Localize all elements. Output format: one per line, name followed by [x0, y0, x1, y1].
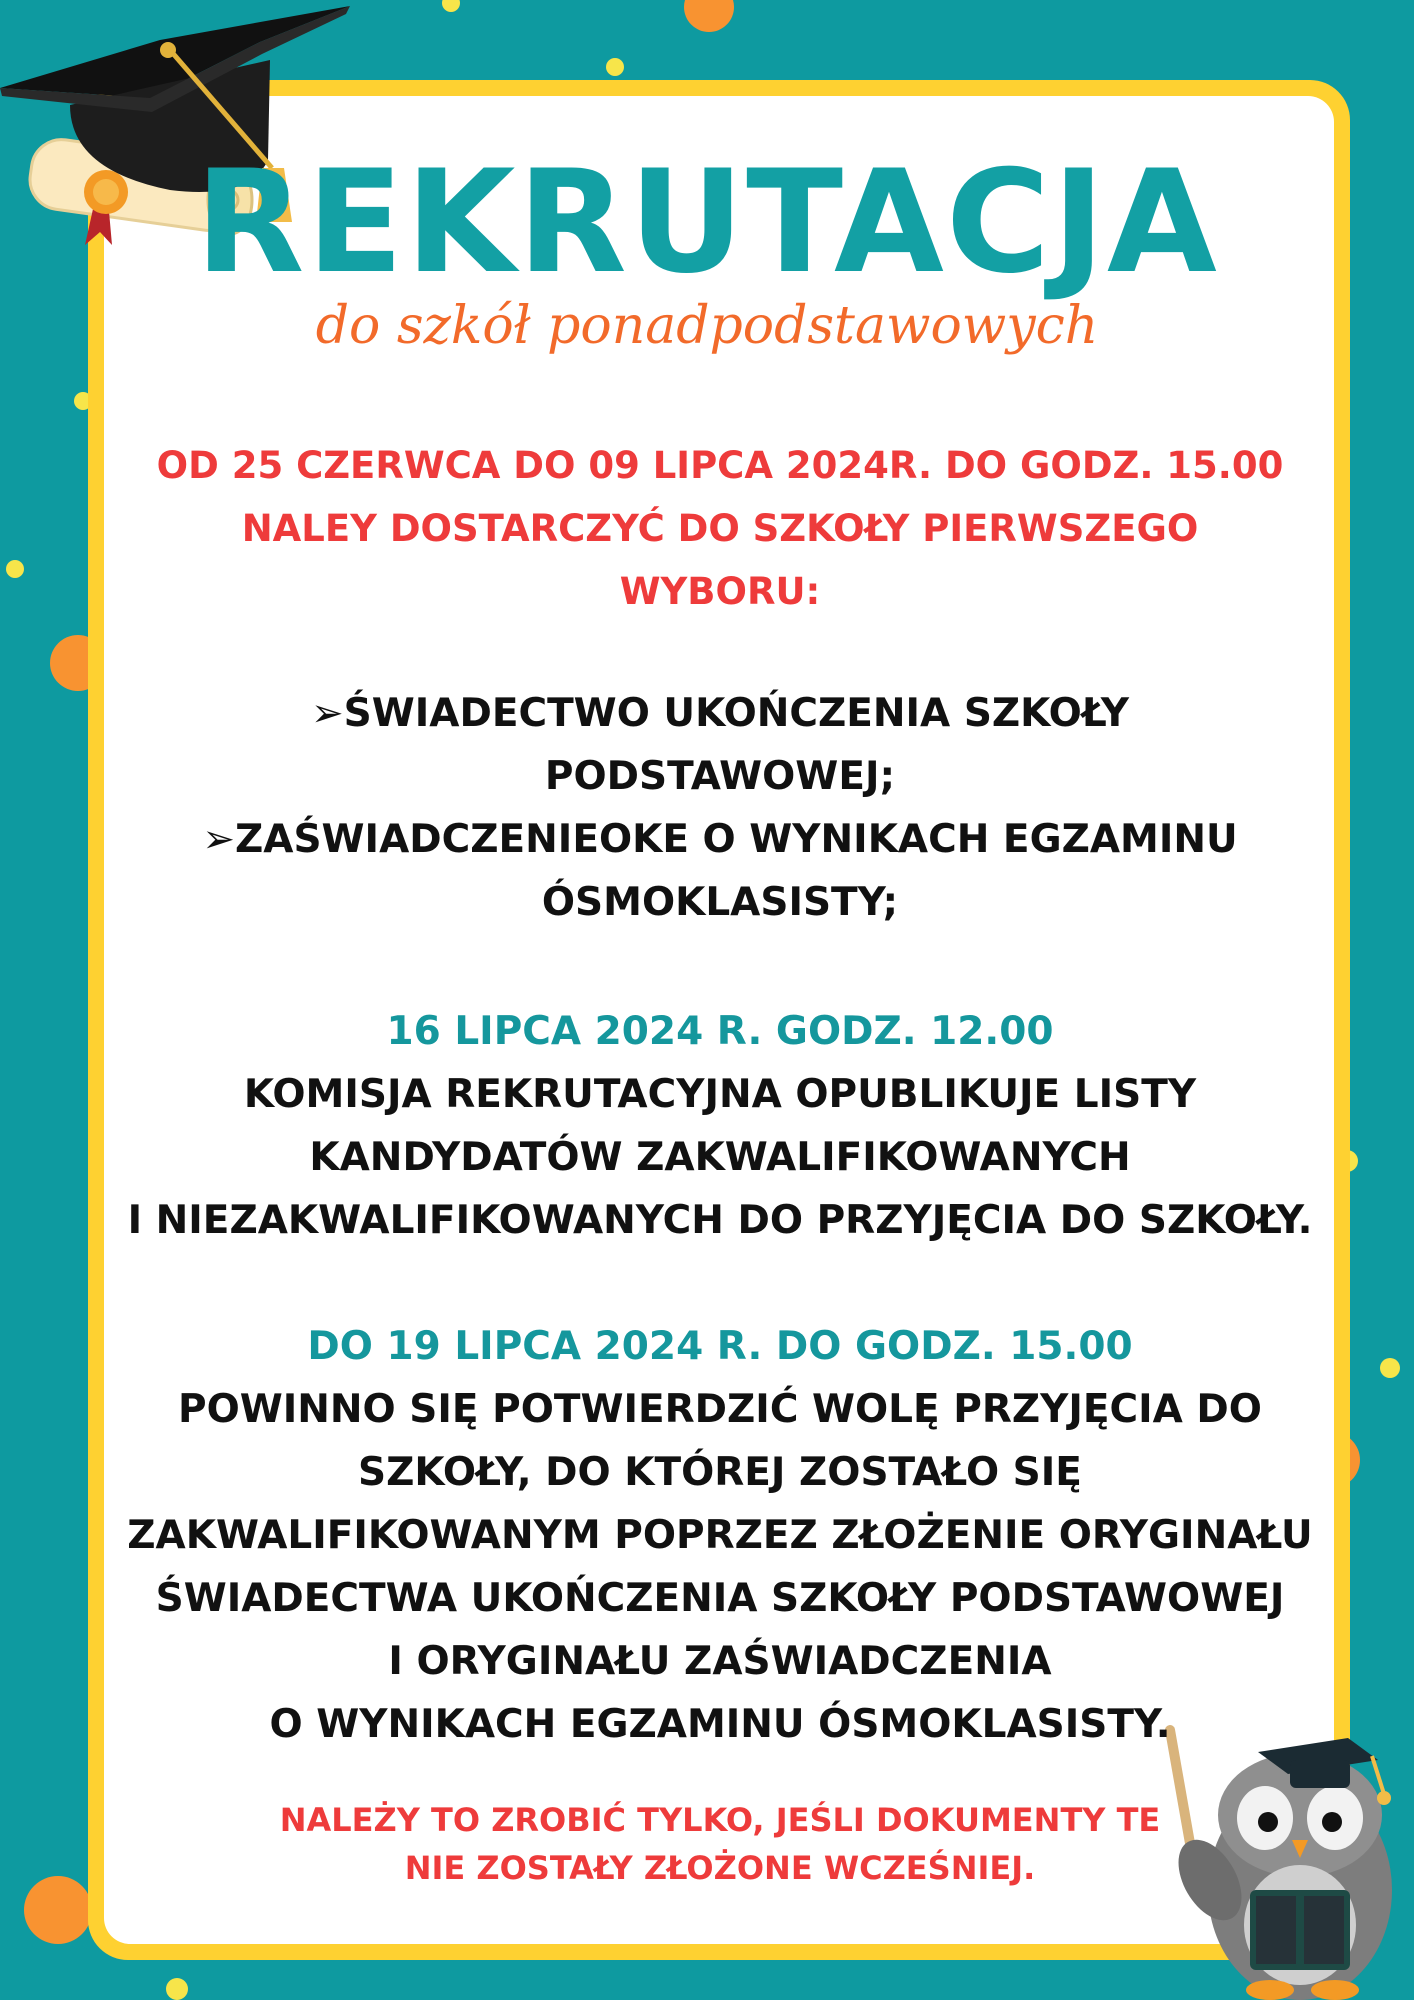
deadline-line: NALEY DOSTARCZYĆ DO SZKOŁY PIERWSZEGO — [241, 507, 1199, 550]
confirm-line: ŚWIADECTWA UKOŃCZENIA SZKOŁY PODSTAWOWEJ — [155, 1576, 1285, 1621]
lists-line: KANDYDATÓW ZAKWALIFIKOWANYCH — [309, 1135, 1131, 1180]
confirm-line: POWINNO SIĘ POTWIERDZIĆ WOLĘ PRZYJĘCIA DO — [178, 1387, 1262, 1432]
decor-dot — [1380, 1358, 1400, 1378]
lists-line: I NIEZAKWALIFIKOWANYCH DO PRZYJĘCIA DO SZKOŁY. — [127, 1198, 1313, 1243]
decor-dot — [166, 1978, 188, 2000]
confirm-section — [110, 1315, 1330, 1756]
deadline-section — [110, 434, 1330, 623]
confirm-line: SZKOŁY, DO KTÓREJ ZOSTAŁO SIĘ — [358, 1450, 1082, 1495]
list-item: ➢ŚWIADECTWO UKOŃCZENIA SZKOŁY — [310, 691, 1130, 736]
note-section — [250, 1796, 1190, 1892]
note-line: NALEŻY TO ZROBIĆ TYLKO, JEŚLI DOKUMENTY TE — [279, 1801, 1161, 1839]
confirm-line: I ORYGINAŁU ZAŚWIADCZENIA — [388, 1639, 1052, 1684]
note-line: NIE ZOSTAŁY ZŁOŻONE WCZEŚNIEJ. — [404, 1849, 1036, 1887]
lists-date: 16 LIPCA 2024 R. GODZ. 12.00 — [386, 1009, 1054, 1054]
lists-section — [110, 1000, 1330, 1252]
list-item: ÓSMOKLASISTY; — [541, 880, 899, 925]
decor-dot — [442, 0, 460, 12]
page-subtitle: do szkół ponadpodstawowych — [315, 296, 1099, 356]
confirm-line: ZAKWALIFIKOWANYM POPRZEZ ZŁOŻENIE ORYGINAŁU — [127, 1513, 1313, 1558]
page-title: REKRUTACJA — [195, 140, 1219, 305]
decor-dot — [606, 58, 624, 76]
list-item: PODSTAWOWEJ; — [544, 754, 896, 799]
confirm-date: DO 19 LIPCA 2024 R. DO GODZ. 15.00 — [307, 1324, 1133, 1369]
confirm-line: O WYNIKACH EGZAMINU ÓSMOKLASISTY. — [269, 1702, 1171, 1747]
decor-dot — [24, 1876, 92, 1944]
documents-list — [110, 682, 1330, 934]
lists-line: KOMISJA REKRUTACYJNA OPUBLIKUJE LISTY — [243, 1072, 1197, 1117]
decor-dot — [684, 0, 734, 32]
list-item: ➢ZAŚWIADCZENIEOKE O WYNIKACH EGZAMINU — [202, 817, 1238, 862]
deadline-line: WYBORU: — [619, 570, 821, 613]
decor-dot — [6, 560, 24, 578]
deadline-line: OD 25 CZERWCA DO 09 LIPCA 2024R. DO GODZ. 15.00 — [156, 444, 1284, 487]
